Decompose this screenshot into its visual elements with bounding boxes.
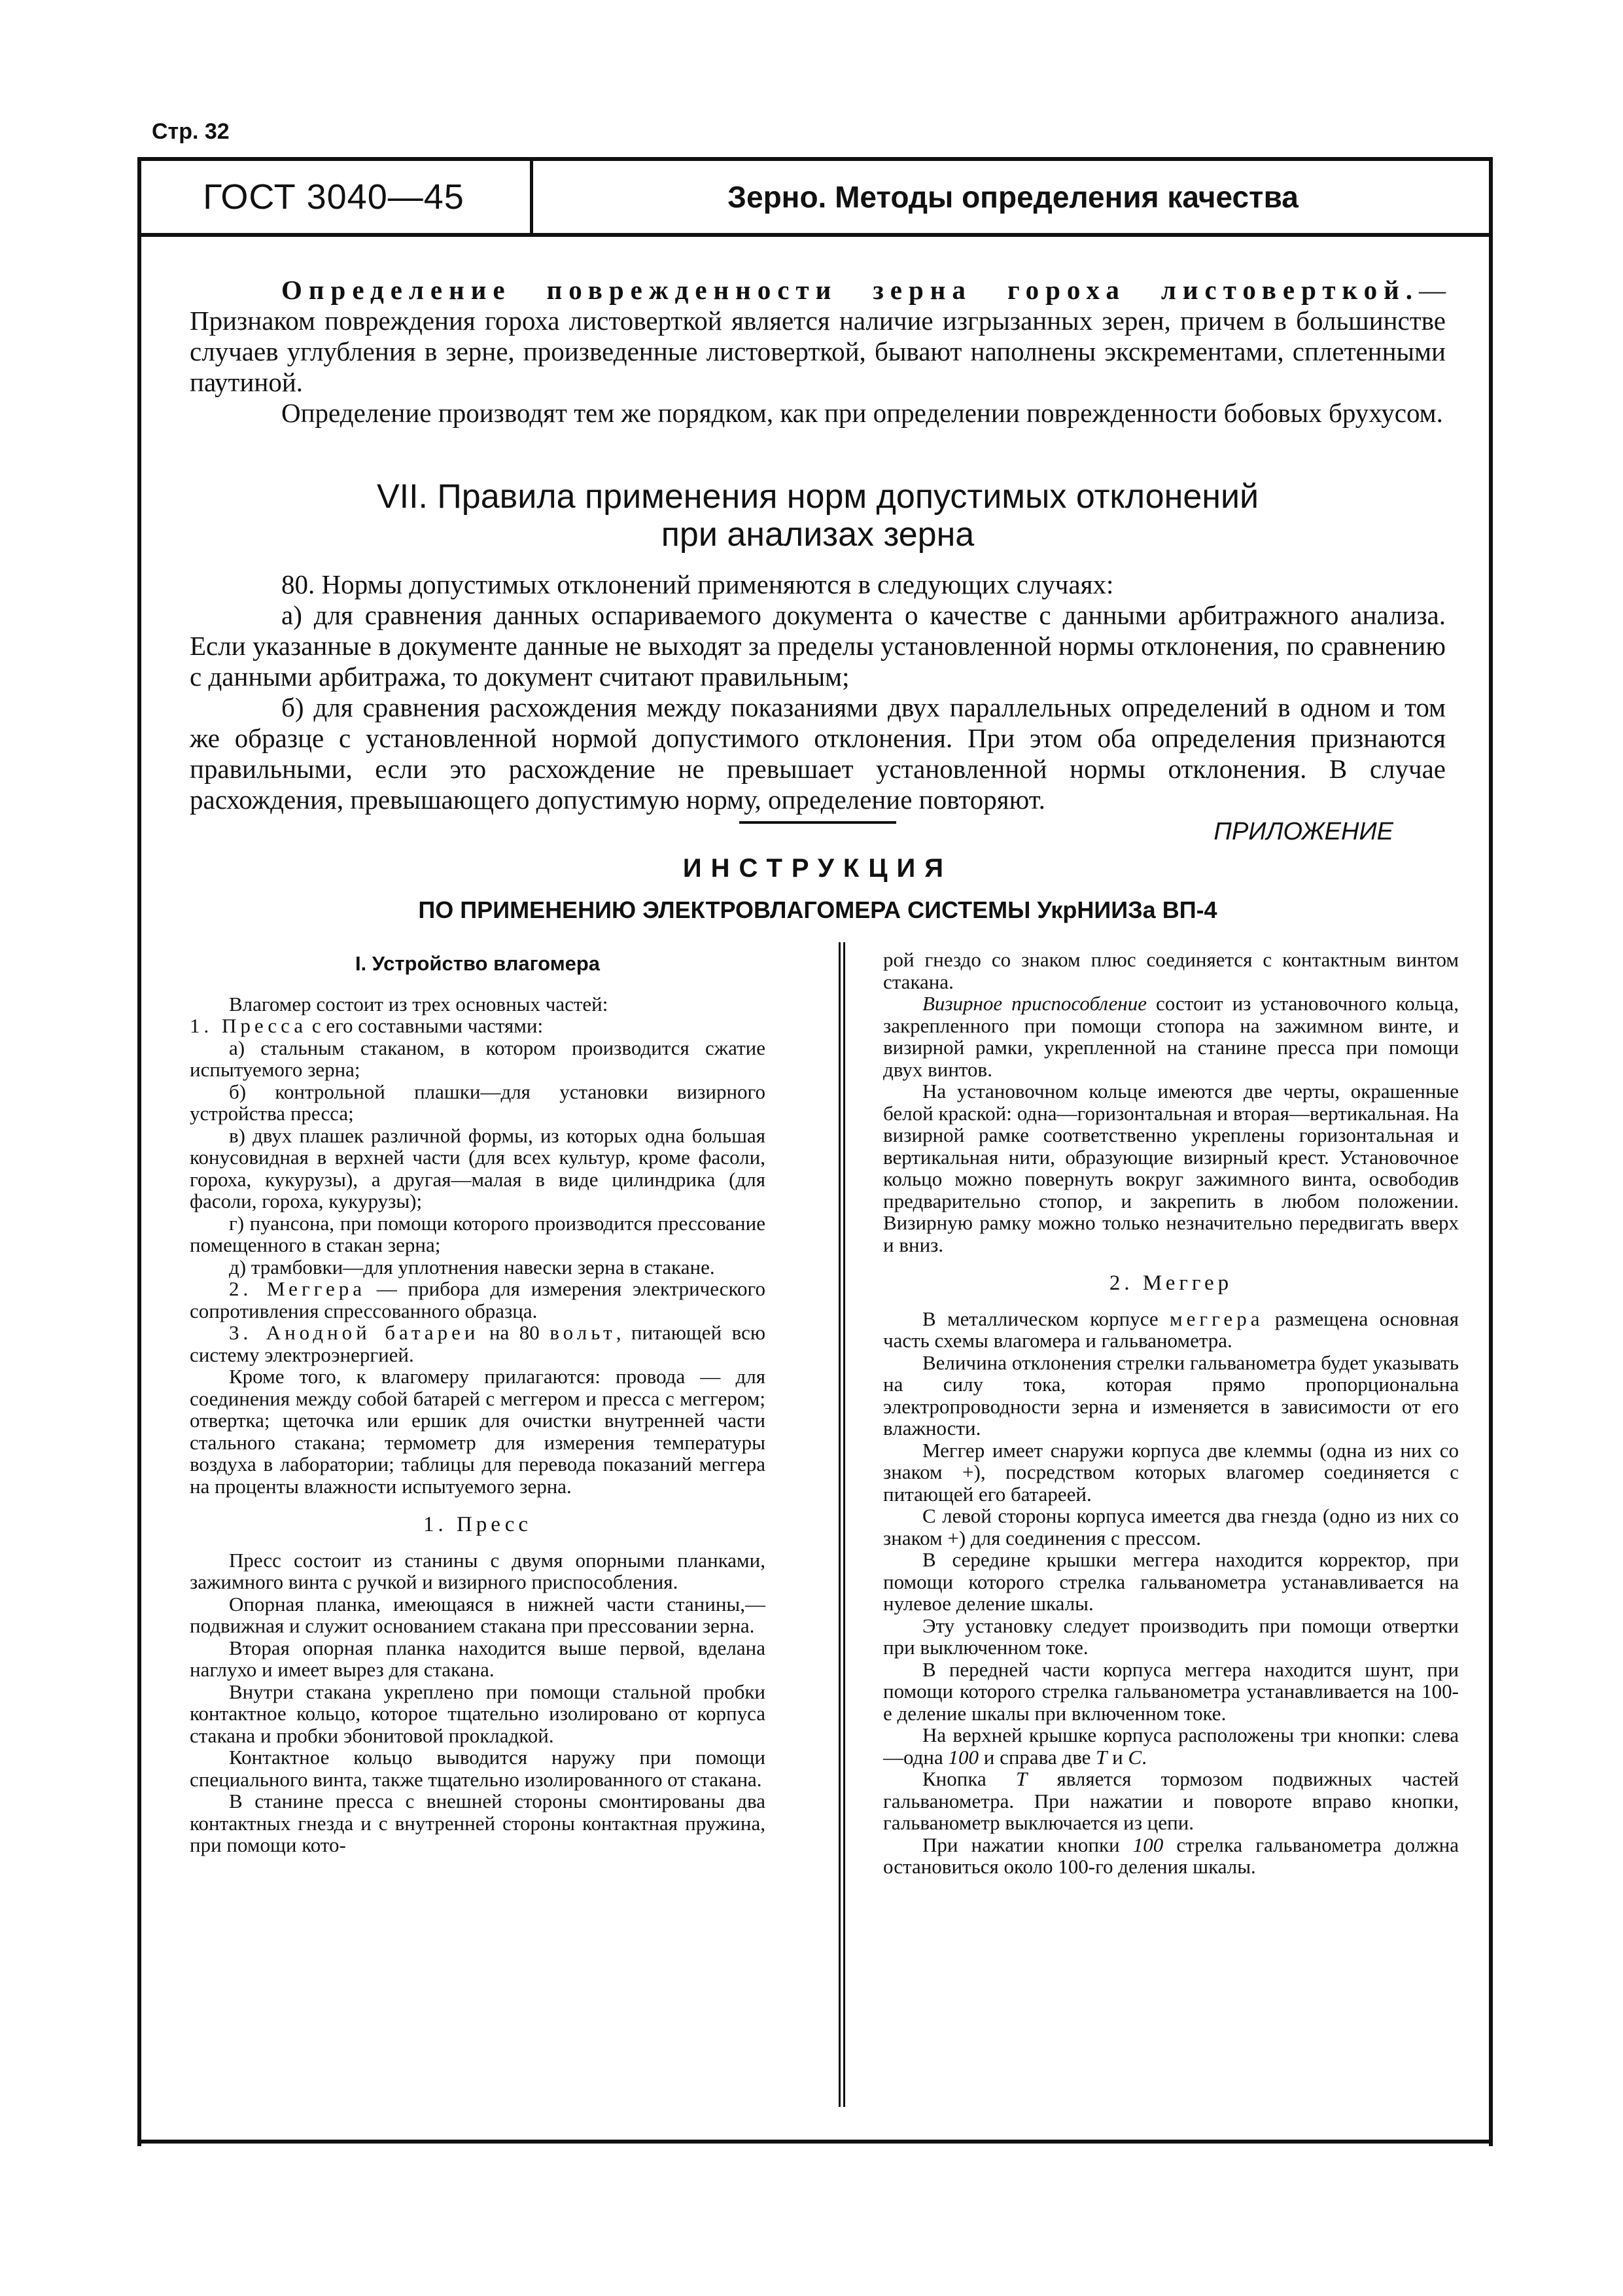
intro-paragraph-1: [190, 275, 1446, 398]
paragraph: В середине крышки меггера находится корректор, при помощи которого стрелка гальванометра устанавливается на нулевое деление шкалы.: [883, 1548, 1459, 1615]
intro-paragraph-2: Определение производят тем же порядком, как при определении поврежденности бобовых брухусом.: [281, 398, 1443, 428]
clause-80-a: а) для сравнения данных оспариваемого документа о качестве с данными арбитражного анализа. Если указанные в документе данные не выходят за пределы установленной нормы отклонения, по сравнению с данными арбитража, то документ считают правильным;: [190, 600, 1446, 692]
paragraph: [883, 1834, 1459, 1878]
clause-80-b: б) для сравнения расхождения между показаниями двух параллельных определений в одном и том же образце с установленной нормой допустимого отклонения. При этом оба определения признаются правильными, если это расхождение не превышает установленной нормы отклонения. В случае расхождения, превышающего допустимую норму, определение повторяют.: [190, 692, 1446, 815]
button-label-t: Т: [1096, 1745, 1108, 1769]
item-2-megger: [190, 1278, 765, 1322]
intro-text: — Признаком повреждения гороха листоверткой является наличие изгрызанных зерен, причем в большинстве случаев углубления в зерне, произведенные листоверткой, бывают наполнены экскрементами, сплетенными паутиной.: [190, 275, 1446, 397]
right-column: [883, 949, 1459, 1878]
paragraph: [883, 1768, 1459, 1834]
item-3-battery: [190, 1322, 765, 1366]
paragraph: Вторая опорная планка находится выше первой, вделана наглухо и имеет вырез для стакана.: [190, 1636, 765, 1681]
clause-80: 80. Нормы допустимых отклонений применяются в следующих случаях:: [281, 569, 1114, 599]
button-label-100: 100: [1132, 1833, 1164, 1856]
heading-press: 1. Пресс: [423, 1513, 532, 1536]
paragraph: В передней части корпуса меггера находится шунт, при помощи которого стрелка гальванометра устанавливается на 100-е деление шкалы при включенном токе.: [883, 1657, 1459, 1725]
paragraph: Меггер имеет снаружи корпуса две клеммы (одна из них со знаком +), посредством которых влагомер соединяется с питающей его батареей.: [883, 1438, 1459, 1506]
intro-lead: Определение поврежденности зерна гороха листоверткой.: [281, 275, 1419, 305]
page-number: Стр. 32: [152, 119, 230, 144]
paragraph: В станине пресса с внешней стороны смонтированы два контактных гнезда и с внутренней стороны контактная пружина, при помощи кото-: [190, 1790, 765, 1856]
paragraph: Величина отклонения стрелки гальванометра будет указывать на силу тока, которая прямо пропорциональна электропроводности зерна и изменяется в зависимости от его влажности.: [883, 1351, 1459, 1439]
term: меггера: [1170, 1307, 1264, 1330]
intro-section: [190, 275, 1446, 429]
paragraph: Контактное кольцо выводится наружу при помощи специального винта, также тщательно изолированного от стакана.: [190, 1746, 765, 1791]
paragraph: На установочном кольце имеются две черты, окрашенные белой краской: одна—горизонтальная и вторая—вертикальная. На визирной рамке соответственно укреплены горизонтальная и вертикальная нити, образующие визирный крест. Установочное кольцо можно повернуть вокруг зажимного винта, освободив предварительно стопор, и закрепить в любом положении. Визирную рамку можно только незначительно передвигать вверх и вниз.: [883, 1080, 1459, 1256]
item-text: , питающей всю систему электроэнергией.: [190, 1321, 765, 1366]
button-label-100: 100: [948, 1745, 979, 1769]
paragraph: рой гнездо со знаком плюс соединяется с контактным винтом стакана.: [883, 948, 1459, 993]
paragraph-text: стрелка гальванометра должна остановиться около 100-го деления шкалы.: [883, 1833, 1459, 1878]
paragraph: Внутри стакана укреплено при помощи стальной пробки контактное кольцо, которое тщательно изолировано от корпуса стакана и пробки эбонитовой прокладкой.: [190, 1680, 765, 1747]
item-text: на 80: [479, 1321, 550, 1344]
paragraph: [883, 1308, 1459, 1352]
section-7-body: [190, 569, 1446, 815]
section-divider: [739, 821, 896, 824]
instruction-subtitle: ПО ПРИМЕНЕНИЮ ЭЛЕКТРОВЛАГОМЕРА СИСТЕМЫ УкрНИИЗа ВП-4: [418, 896, 1217, 923]
term: Визирное приспособление: [922, 992, 1147, 1015]
paragraph: С левой стороны корпуса имеется два гнезда (одно из них со знаком +) для соединения с прессом.: [883, 1504, 1459, 1549]
header: [137, 157, 1493, 237]
paragraph: Влагомер состоит из трех основных частей:: [229, 992, 608, 1016]
item-lead: 2. Меггера: [229, 1277, 366, 1300]
item-b: б) контрольной плашки—для установки визирного устройства пресса;: [190, 1080, 765, 1125]
section-title: [190, 478, 1446, 554]
paragraph: [883, 1724, 1459, 1768]
bottom-rule: [137, 2140, 1493, 2144]
item-a: а) стальным стаканом, в котором производится сжатие испытуемого зерна;: [190, 1036, 765, 1081]
item-lead: 1. Пресса: [190, 1014, 307, 1037]
instruction-title: ИНСТРУКЦИЯ: [682, 854, 953, 883]
paragraph-text: В металлическом корпусе: [922, 1307, 1170, 1330]
paragraph-text: и справа две: [978, 1745, 1096, 1769]
paragraph-text: .: [1142, 1745, 1147, 1769]
item-1-press: [190, 1015, 765, 1037]
button-label-c: С: [1128, 1745, 1142, 1769]
paragraph-text: Кнопка: [922, 1767, 1016, 1790]
item-lead: 3. Анодной батареи: [229, 1321, 480, 1344]
paragraph-text: При нажатии кнопки: [922, 1833, 1133, 1856]
item-unit: вольт: [550, 1321, 616, 1344]
heading-device: I. Устройство влагомера: [355, 952, 601, 975]
paragraph-text: состоит из установочного кольца, закрепленного при помощи стопора на зажимном винте, и визирной рамки, укрепленной на станине пресса при помощи двух винтов.: [883, 992, 1459, 1081]
header-title: Зерно. Методы определения качества: [727, 180, 1299, 214]
section-title-line-2: при анализах зерна: [661, 516, 975, 554]
paragraph-sight: [883, 993, 1459, 1080]
appendix-label: ПРИЛОЖЕНИЕ: [1213, 818, 1393, 845]
paragraph: Пресс состоит из станины с двумя опорными планками, зажимного винта с ручкой и визирного приспособления.: [190, 1548, 765, 1593]
item-v: в) двух плашек различной формы, из которых одна большая конусовидная в верхней части (для всех культур, кроме фасоли, гороха, кукурузы), а другая—малая в виде цилиндрика (для фасоли, гороха, кукурузы);: [190, 1123, 765, 1212]
paragraph-text: размещена основная часть схемы влагомера и гальванометра.: [883, 1307, 1459, 1352]
section-title-line-1: VII. Правила применения норм допустимых отклонений: [376, 478, 1259, 516]
item-text: с его составными частями:: [307, 1014, 544, 1037]
column-divider: [839, 942, 845, 2107]
item-text: — прибора для измерения электрического сопротивления спрессованного образца.: [190, 1277, 765, 1322]
paragraph-tools: Кроме того, к влагомеру прилагаются: провода — для соединения между собой батарей с меггером и пресса с меггером; отвертка; щеточка или ершик для очистки внутренней части стального стакана; термометр для измерения температуры воздуха в лаборатории; таблицы для перевода показаний меггера на проценты влажности испытуемого зерна.: [190, 1365, 765, 1498]
paragraph-text: является тормозом подвижных частей гальванометра. При нажатии и повороте вправо кнопки, гальванометр выключается из цепи.: [883, 1767, 1459, 1834]
paragraph: Эту установку следует производить при помощи отвертки при выключенном токе.: [883, 1614, 1459, 1659]
item-d: д) трамбовки—для уплотнения навески зерна в стакане.: [229, 1255, 715, 1279]
paragraph: Опорная планка, имеющаяся в нижней части станины,—подвижная и служит основанием стакана при прессовании зерна.: [190, 1592, 765, 1637]
item-g: г) пуансона, при помощи которого производится прессование помещенного в стакан зерна;: [190, 1211, 765, 1256]
paragraph-text: и: [1107, 1745, 1128, 1769]
header-standard: ГОСТ 3040—45: [137, 161, 533, 233]
heading-megger: 2. Меггер: [1109, 1271, 1233, 1295]
paragraph-text: На верхней крышке корпуса расположены три кнопки: слева—одна: [883, 1723, 1459, 1769]
left-column: [190, 949, 765, 1856]
button-label-t: Т: [1015, 1767, 1028, 1790]
